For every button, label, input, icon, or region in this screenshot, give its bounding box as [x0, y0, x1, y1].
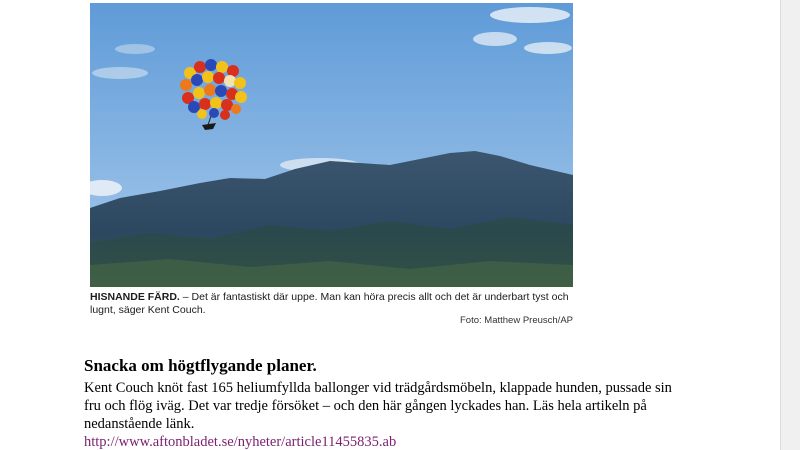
caption-text: – Det är fantastiskt där uppe. Man kan höra precis allt och det är underbart tyst och lugnt, säger Kent Couch. [90, 291, 569, 316]
balloon-flight-image [90, 3, 573, 287]
vertical-scrollbar[interactable] [780, 0, 800, 450]
photo-caption [90, 291, 573, 317]
photo-credit: Foto: Matthew Preusch/AP [460, 315, 573, 326]
article-body: Kent Couch knöt fast 165 heliumfyllda ballonger vid trädgårdsmöbeln, klappade hunden, pussade sin fru och flög iväg. Det var tredje försöket – och den här gången lyckades han. Läs hela artikeln på nedanstående länk. [84, 380, 672, 432]
caption-kicker: HISNANDE FÄRD. [90, 291, 180, 303]
article-link[interactable]: http://www.aftonbladet.se/nyheter/article11455835.ab [84, 434, 397, 450]
balloon-photo [90, 3, 573, 287]
article-headline: Snacka om högtflygande planer. [84, 356, 317, 375]
